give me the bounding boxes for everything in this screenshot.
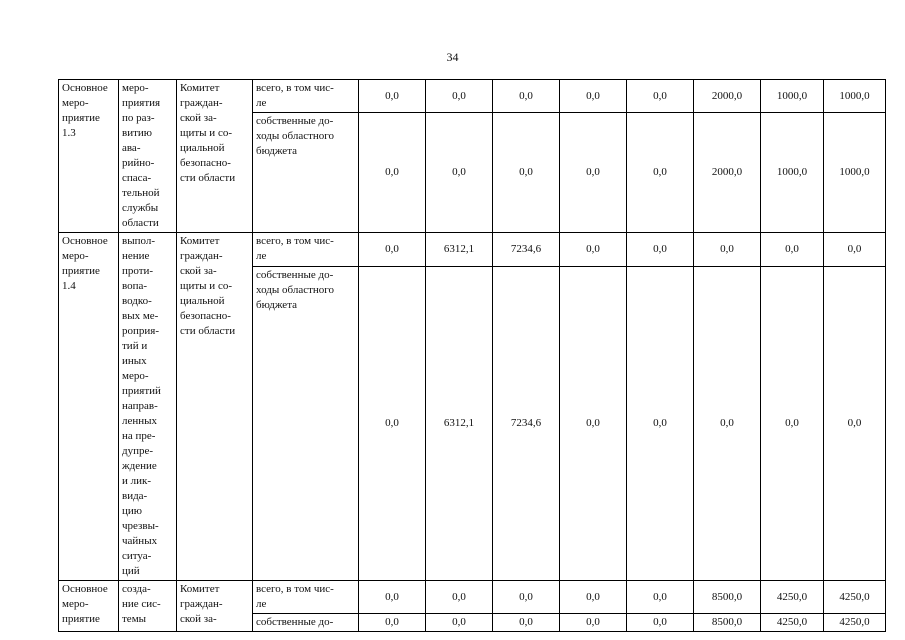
activity-name-cell [119,80,177,233]
amount-cell: 1000,0 [761,80,824,113]
amount-cell: 0,0 [359,614,426,632]
amount-cell: 6312,1 [426,233,493,267]
amount-cell: 0,0 [359,80,426,113]
amount-cell: 0,0 [627,80,694,113]
executor-cell [177,233,253,581]
amount-cell: 0,0 [426,581,493,614]
executor-cell-text: Комитет граждан- ской за- щиты и со- циальной безопасно- сти области [180,82,236,184]
amount-cell: 0,0 [560,614,627,632]
amount-cell: 7234,6 [493,233,560,267]
amount-cell: 0,0 [493,614,560,632]
amount-cell: 0,0 [359,113,426,233]
activity-name-cell-text: созда- ние сис- темы [122,583,161,625]
funding-source-text: всего, в том чис- ле [256,583,334,610]
amount-cell: 0,0 [359,233,426,267]
amount-cell: 1000,0 [761,113,824,233]
activity-cell [59,80,119,233]
amount-cell: 0,0 [426,80,493,113]
activity-cell [59,581,119,632]
amount-cell: 0,0 [824,266,886,580]
funding-source-text: собственные до- [256,616,334,628]
amount-cell: 0,0 [493,581,560,614]
amount-cell: 0,0 [560,80,627,113]
amount-cell: 0,0 [627,266,694,580]
amount-cell: 0,0 [824,233,886,267]
amount-cell: 0,0 [493,80,560,113]
amount-cell: 0,0 [627,113,694,233]
amount-cell: 4250,0 [761,581,824,614]
activity-cell-text: Основное меро- приятие 1.4 [62,235,108,292]
funding-source-cell [253,266,359,580]
amount-cell: 0,0 [694,233,761,267]
executor-cell [177,581,253,632]
funding-source-text: собственные до- ходы областного бюджета [256,268,335,311]
table-row [59,581,886,614]
amount-cell: 0,0 [560,233,627,267]
amount-cell: 1000,0 [824,113,886,233]
amount-cell: 0,0 [627,581,694,614]
amount-cell: 7234,6 [493,266,560,580]
funding-source-cell [253,581,359,614]
budget-table [58,79,886,632]
amount-cell: 4250,0 [761,614,824,632]
amount-cell: 0,0 [694,266,761,580]
activity-cell [59,233,119,581]
executor-cell-text: Комитет граждан- ской за- щиты и со- циальной безопасно- сти области [180,235,236,337]
amount-cell: 4250,0 [824,581,886,614]
funding-source-text: собственные до- ходы областного бюджета [256,115,335,158]
amount-cell: 8500,0 [694,581,761,614]
amount-cell: 0,0 [493,113,560,233]
funding-source-cell [253,80,359,113]
activity-name-cell [119,233,177,581]
funding-source-text: всего, в том чис- ле [256,235,334,262]
amount-cell: 0,0 [426,113,493,233]
activity-cell-text: Основное меро- приятие 1.3 [62,82,108,139]
table-row [59,80,886,113]
funding-source-cell [253,113,359,233]
amount-cell: 0,0 [761,233,824,267]
executor-cell [177,80,253,233]
funding-source-text: всего, в том чис- ле [256,82,334,109]
page-number: 34 [446,50,459,64]
amount-cell: 0,0 [627,233,694,267]
amount-cell: 0,0 [359,581,426,614]
amount-cell: 2000,0 [694,80,761,113]
amount-cell: 0,0 [560,581,627,614]
amount-cell: 0,0 [560,266,627,580]
amount-cell: 0,0 [359,266,426,580]
table-row [59,233,886,267]
amount-cell: 0,0 [761,266,824,580]
budget-table-body [59,80,886,632]
amount-cell: 2000,0 [694,113,761,233]
amount-cell: 1000,0 [824,80,886,113]
activity-name-cell-text: меро- приятия по раз- витию ава- рийно- спаса- тельной службы области [122,82,161,229]
activity-name-cell [119,581,177,632]
amount-cell: 6312,1 [426,266,493,580]
funding-source-cell [253,614,359,632]
amount-cell: 0,0 [426,614,493,632]
activity-name-cell-text: выпол- нение проти- вопа- водко- вых ме- роприя- тий и иных меро- приятий направ- ленных на пре- дупре- ждение и лик- вида- цию чрезвы- чайных ситуа- ций [122,235,161,577]
activity-cell-text: Основное меро- приятие [62,583,108,625]
executor-cell-text: Комитет граждан- ской за- [180,583,223,625]
amount-cell: 8500,0 [694,614,761,632]
amount-cell: 4250,0 [824,614,886,632]
amount-cell: 0,0 [560,113,627,233]
amount-cell: 0,0 [627,614,694,632]
funding-source-cell [253,233,359,267]
